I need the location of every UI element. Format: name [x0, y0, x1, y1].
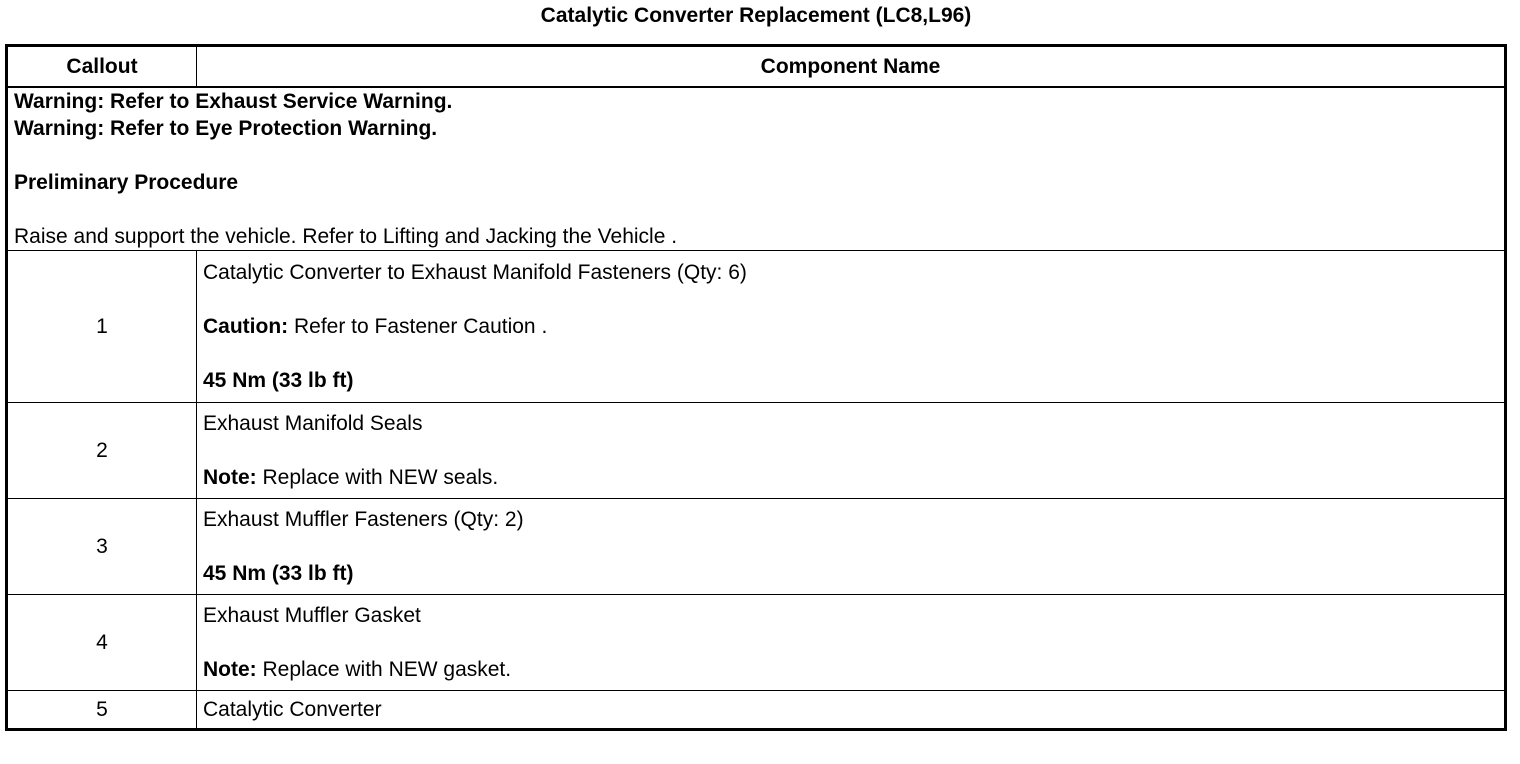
torque-spec: 45 Nm (33 lb ft) [203, 562, 354, 585]
note-label: Note: [203, 466, 257, 489]
component-name: Exhaust Muffler Gasket [203, 604, 421, 627]
callout-number: 3 [7, 499, 197, 595]
component-name-column-header: Component Name [197, 46, 1506, 88]
callout-number: 1 [7, 251, 197, 403]
preliminary-cell [7, 87, 1506, 251]
torque-spec: 45 Nm (33 lb ft) [203, 369, 354, 392]
caution-line [203, 313, 1498, 340]
component-name-cell [197, 691, 1506, 730]
component-name-cell [197, 403, 1506, 499]
callout-number: 2 [7, 403, 197, 499]
component-name-cell [197, 499, 1506, 595]
note-line [203, 656, 1498, 683]
table-header-row [7, 46, 1506, 88]
component-name: Catalytic Converter to Exhaust Manifold Fasteners (Qty: 6) [203, 261, 747, 284]
preliminary-row [7, 87, 1506, 251]
preliminary-procedure-text: Raise and support the vehicle. Refer to Lifting and Jacking the Vehicle . [14, 225, 678, 248]
callout-number: 5 [7, 691, 197, 730]
table-row [7, 691, 1506, 730]
exhaust-service-warning: Warning: Refer to Exhaust Service Warning. [14, 90, 453, 113]
eye-protection-warning: Warning: Refer to Eye Protection Warning. [14, 117, 438, 140]
component-name: Exhaust Manifold Seals [203, 412, 423, 435]
caution-text: Refer to Fastener Caution . [288, 315, 548, 338]
callout-column-header: Callout [7, 46, 197, 88]
note-label: Note: [203, 658, 257, 681]
table-row [7, 403, 1506, 499]
table-row [7, 251, 1506, 403]
caution-label: Caution: [203, 315, 289, 338]
document-title: Catalytic Converter Replacement (LC8,L96) [540, 4, 972, 27]
note-text: Replace with NEW gasket. [256, 658, 512, 681]
note-line [203, 464, 1498, 491]
table-row [7, 595, 1506, 691]
component-name-cell [197, 595, 1506, 691]
note-text: Replace with NEW seals. [256, 466, 499, 489]
component-name: Catalytic Converter [203, 698, 382, 721]
component-name: Exhaust Muffler Fasteners (Qty: 2) [203, 508, 524, 531]
table-row [7, 499, 1506, 595]
procedure-table [5, 44, 1507, 731]
component-name-cell [197, 251, 1506, 403]
callout-number: 4 [7, 595, 197, 691]
preliminary-procedure-heading: Preliminary Procedure [14, 171, 239, 194]
